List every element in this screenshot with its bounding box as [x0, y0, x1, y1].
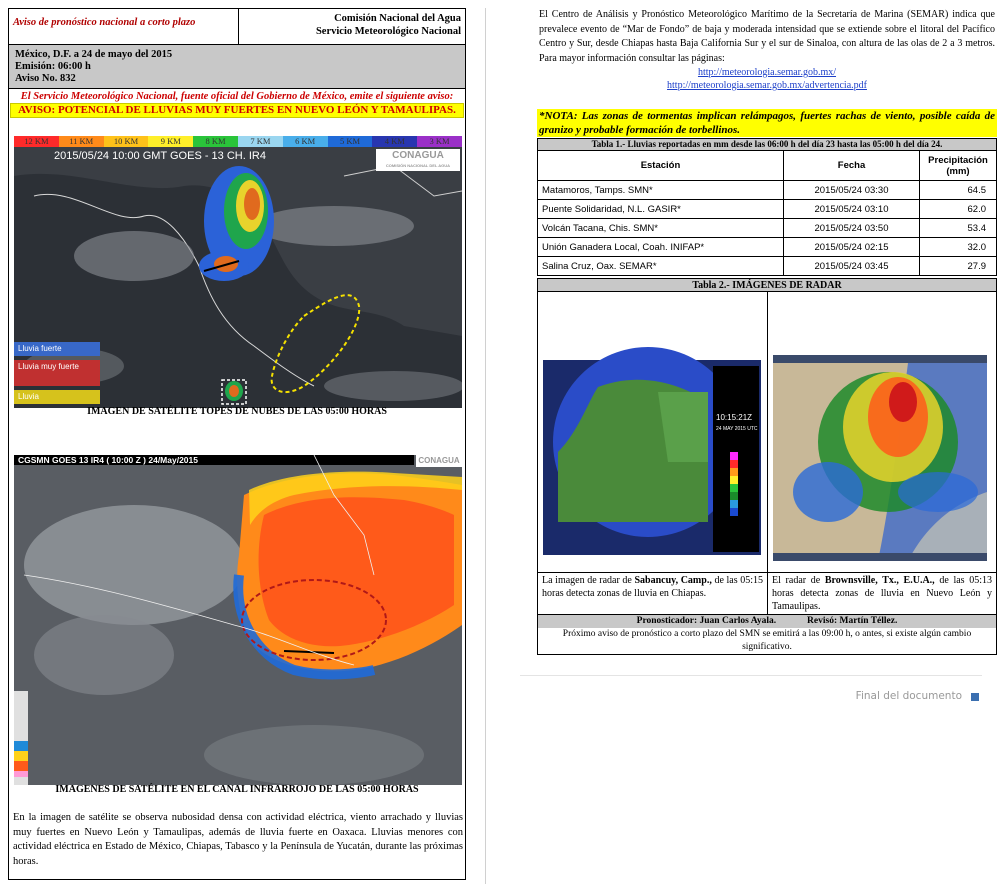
next-notice: Próximo aviso de pronóstico a corto plazo del SMN se emitirá a las 09:00 h, o antes, si existe algún cambio significativo. — [562, 629, 972, 652]
semar-intro — [537, 8, 997, 104]
radar-captions — [537, 573, 997, 614]
end-marker-icon — [971, 693, 979, 701]
scale-12km: 12 KM — [14, 136, 59, 147]
col-estacion: Estación — [538, 151, 784, 181]
agency-name: Comisión Nacional del Agua — [334, 13, 461, 24]
alert-banner: AVISO: POTENCIAL DE LLUVIAS MUY FUERTES EN NUEVO LEÓN Y TAMAULIPAS. — [10, 103, 464, 118]
nota-banner: *NOTA: Las zonas de tormentas implican relámpagos, fuertes rachas de viento, posible caída de granizo y probable formación de torbellinos. — [539, 110, 995, 136]
scale-11km: 11 KM — [59, 136, 104, 147]
radar-sabancuy — [538, 292, 767, 572]
emission-time: Emisión: 06:00 h — [15, 61, 91, 72]
right-page — [537, 8, 997, 656]
satellite-description: En la imagen de satélite se observa nubosidad densa con actividad eléctrica, viento arrachado y lluvias muy fuertes en Nuevo León y Tamaulipas, además de lluvia fuerte en Oaxaca. Lluvias menores con actividad eléctrica en Estado de México, Chiapas, Tabasco y la Península de Yucatán, durante las próximas horas. — [13, 812, 463, 867]
satellite-image-cloud-tops — [14, 136, 462, 408]
forecaster-block — [537, 614, 997, 655]
radar-images — [537, 292, 997, 573]
scale-7km: 7 KM — [238, 136, 283, 147]
table-row: Volcán Tacana, Chis. SMN* 2015/05/24 03:50 53.4 — [538, 219, 997, 238]
radar1-caption: La imagen de radar de Sabancuy, Camp., de las 05:15 horas detecta zonas de lluvia en Chiapas. — [542, 575, 763, 599]
link-semar-advertencia[interactable]: http://meteorologia.semar.gob.mx/advertencia.pdf — [667, 80, 867, 91]
scale-6km: 6 KM — [283, 136, 328, 147]
left-page — [8, 8, 466, 880]
table-row: Puente Solidaridad, N.L. GASIR* 2015/05/24 03:10 62.0 — [538, 200, 997, 219]
forecaster-names: Pronosticador: Juan Carlos Ayala. Revisó: Martín Téllez. — [538, 615, 996, 628]
radar-brownsville — [767, 292, 996, 572]
satellite2-title: CGSMN GOES 13 IR4 ( 10:00 Z ) 24/May/2015 — [18, 455, 198, 465]
table2-caption: Tabla 2.- IMÁGENES DE RADAR — [537, 278, 997, 292]
agency-block — [239, 9, 465, 44]
scale-8km: 8 KM — [193, 136, 238, 147]
issuer-text: El Servicio Meteorológico Nacional, fuente oficial del Gobierno de México, emite el siguiente aviso: — [20, 91, 454, 102]
conagua-logo-2: CONAGUA — [416, 455, 462, 467]
meta-block — [9, 45, 465, 89]
scale-10km: 10 KM — [104, 136, 149, 147]
col-precipitacion: Precipitación (mm) — [920, 151, 997, 181]
table-row: Salina Cruz, Oax. SEMAR* 2015/05/24 03:45 27.9 — [538, 257, 997, 276]
place-date: México, D.F. a 24 de mayo del 2015 — [15, 49, 173, 60]
legend-lluvia: Lluvia — [14, 390, 100, 404]
table-row: Matamoros, Tamps. SMN* 2015/05/24 03:30 64.5 — [538, 181, 997, 200]
end-of-document: Final del documento — [855, 690, 962, 702]
link-semar[interactable]: http://meteorologia.semar.gob.mx/ — [697, 67, 837, 78]
page-divider — [485, 8, 486, 884]
table-row: Unión Ganadera Local, Coah. INIFAP* 2015/05/24 02:15 32.0 — [538, 238, 997, 257]
header-row — [9, 9, 465, 45]
scale-4km: 4 KM — [372, 136, 417, 147]
document-footer — [520, 675, 982, 702]
scale-3km: 3 KM — [417, 136, 462, 147]
scale-9km: 9 KM — [148, 136, 193, 147]
satellite1-title: 2015/05/24 10:00 GMT GOES - 13 CH. IR4 — [54, 150, 266, 162]
radar2-caption: El radar de Brownsville, Tx., E.U.A., de las 05:13 horas detecta zonas de lluvia en Nuevo León y Tamaulipas. — [767, 573, 996, 614]
col-fecha: Fecha — [784, 151, 920, 181]
links-block — [539, 66, 995, 92]
legend-lluvia-muy-fuerte: Lluvia muy fuerte — [14, 360, 100, 386]
service-name: Servicio Meteorológico Nacional — [315, 26, 461, 37]
aviso-number: Aviso No. 832 — [15, 73, 76, 84]
rain-table — [537, 138, 997, 276]
radar-sabancuy-image — [538, 292, 768, 572]
table1-caption: Tabla 1.- Lluvias reportadas en mm desde las 06:00 h del día 23 hasta las 05:00 h del día 24. — [538, 139, 997, 151]
satellite-map-2 — [14, 455, 462, 785]
radar1-date: 24 MAY 2015 UTC — [716, 426, 758, 432]
doc-title: Aviso de pronóstico nacional a corto plazo — [9, 9, 239, 44]
satellite1-caption: IMAGEN DE SATÉLITE TOPES DE NUBES DE LAS 05:00 HORAS — [87, 406, 387, 417]
satellite2-caption: IMAGENES DE SATÉLITE EN EL CANAL INFRARROJO DE LAS 05:00 HORAS — [55, 784, 419, 795]
conagua-logo: CONAGUA COMISIÓN NACIONAL DEL AGUA — [376, 149, 460, 171]
satellite-image-infrared — [14, 455, 462, 785]
cloud-top-scale — [14, 136, 462, 147]
intro-text: El Centro de Análisis y Pronóstico Meteorológico Marítimo de la Secretaría de Marina (SEMAR) indica que prevalece evento de “Mar de Fondo” de baja y moderada intensidad que se extiende sobre el litoral del Pacífico Centro y Sur, desde Chiapas hasta Baja California Sur y el sur de Sinaloa, con altura de las olas de 2 a 3 metros. Para mayor información consultar las páginas: — [539, 9, 995, 64]
scale-5km: 5 KM — [328, 136, 373, 147]
radar-brownsville-image — [768, 292, 998, 572]
legend-lluvia-fuerte: Lluvia fuerte — [14, 342, 100, 356]
radar1-time: 10:15:21Z — [716, 413, 753, 422]
